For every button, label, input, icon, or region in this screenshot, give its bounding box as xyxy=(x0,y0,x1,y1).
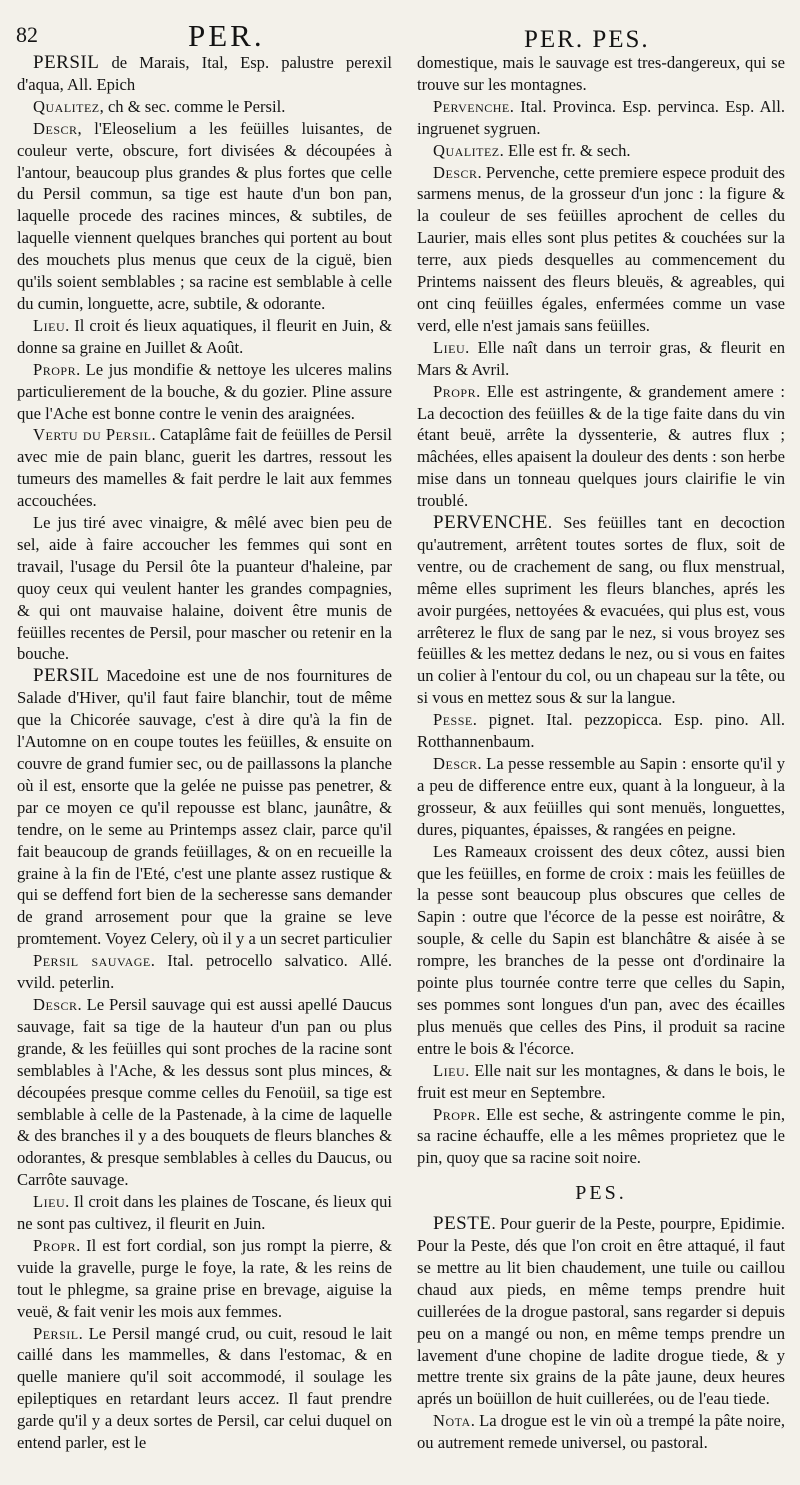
entry-text: . Le Persil sauvage qui est aussi apellé Daucus sauvage, fait sa tige de la hauteur d'un pan ou plus grande, & les feüilles qui sont proches de la racine sont semblables à l'Ache, & les dessus sont plus minces, & découpées presque comme celles du Fenoüil, sa tige est semblable à celle de la Pastenade, à la cime de laquelle & des branches il y a des bouquets de fleurs blanches & odorantes, & presque semblables à celles du Daucus, ou Carrôte sauvage. xyxy=(17,994,392,1190)
entry-label: PESTE xyxy=(433,1213,492,1235)
entry-text: . Elle est seche, & astringente comme le pin, sa racine échauffe, elle a les mêmes proprietez que le pin, quoy que sa racine soit noire. xyxy=(417,1104,785,1168)
entry-text: . Elle est astringente, & grandement amere : La decoction des feüilles & de la tige faite dans du vin étant beuë, arrête la dyssenterie, & autres flux ; mâchées, elles apaisent la douleur des dents : son herbe mise dans un tonneau quelques jours clairifie le vin troublé. xyxy=(417,381,785,511)
entry-text: . Le Persil mangé crud, ou cuit, resoud le lait caillé dans les mammelles, & dans l'estomac, & en quelle maniere qu'il soit accommodé, il soulage les epileptiques en retardant leurs accez. Il faut prendre garde qu'il y a deux sortes de Persil, car celui duquel on entend parler, est le xyxy=(17,1323,392,1453)
entry-label: Persil xyxy=(33,1323,79,1343)
paragraph xyxy=(417,1213,785,1410)
entry-label: Qualitez xyxy=(433,140,500,160)
entry-label: Propr xyxy=(33,1235,77,1255)
entry-text: Macedoine est une de nos fournitures de Salade d'Hiver, qu'il faut faire blanchir, tout de même que la Chicorée sauvage, c'est à dire qu'à la fin de l'Automne on en coupe toutes les feüilles, & ensuite on couvre de grand fumier sec, ou de paillassons la planche où il est, ensorte que la gelée ne puisse pas penetrer, & par ce moyen ce qu'il repousse est blanc, jaunâtre, & tendre, on le seme au Printemps assez clair, parce qu'il fait beaucoup de grands feüillages, & on en recueille la graine à la fin de l'Eté, c'est une plante assez rustique & qui se deffend fort bien de la secheresse sans demander de grand arrosement pour que la graine se leve promtement. Voyez Celery, où il y a un secret particulier xyxy=(17,666,392,949)
right-running-head: PER. PES. xyxy=(524,26,650,53)
paragraph xyxy=(417,512,785,709)
entry-label: PERVENCHE xyxy=(433,512,548,534)
entry-label: Lieu xyxy=(433,337,466,357)
entry-label: Propr xyxy=(33,359,77,379)
entry-label: Propr xyxy=(433,1104,477,1124)
paragraph xyxy=(17,96,392,118)
paragraph xyxy=(417,381,785,512)
paragraph xyxy=(417,753,785,841)
entry-text: . Il croit és lieux aquatiques, il fleurit en Juin, & donne sa graine en Juillet & Août. xyxy=(17,315,392,357)
entry-label: Propr xyxy=(433,381,477,401)
entry-label: Descr xyxy=(433,162,478,182)
page-number: 82 xyxy=(16,22,38,47)
entry-label: Pesse xyxy=(433,710,473,730)
paragraph xyxy=(17,950,392,994)
paragraph xyxy=(17,315,392,359)
paragraph xyxy=(17,1191,392,1235)
entry-label: PERSIL xyxy=(33,52,100,73)
entry-label: Nota xyxy=(433,1411,471,1431)
paragraph xyxy=(17,512,392,665)
entry-text: . pignet. Ital. pezzopicca. Esp. pino. All. Rotthannenbaum. xyxy=(417,710,785,752)
entry-text: . Elle est fr. & sech. xyxy=(499,140,631,160)
paragraph xyxy=(417,96,785,140)
paragraph xyxy=(17,424,392,512)
entry-label: Descr xyxy=(433,754,478,773)
paragraph xyxy=(417,1060,785,1104)
paragraph xyxy=(417,1104,785,1170)
paragraph xyxy=(417,1410,785,1454)
entry-label: Lieu xyxy=(33,315,66,335)
entry-text: . Ital. petrocello salvatico. Allé. vvild. peterlin. xyxy=(17,951,392,993)
left-column xyxy=(17,52,392,1477)
right-column xyxy=(417,52,785,1477)
left-running-head: PER. xyxy=(188,18,265,53)
entry-text: Les Rameaux croissent des deux côtez, aussi bien que les feüilles, en forme de croix : mais les feüilles de la pesse sont beaucoup plus obscures que celles de Sapin : outre que l'écorce de la pesse est noirâtre, & souple, & celle du Sapin est blanchâtre & aisée à se rompre, les branches de la pesse ont d'ordinaire la pointe plus tournée contre terre que celles du Sapin, ses pommes sont longues d'un pan, avec des écailles plus menuës que celles des Pins, il produit sa racine entre le bois & l'écorce. xyxy=(417,841,785,1058)
entry-text: . La drogue est le vin où a trempé la pâte noire, ou autrement remede universel, ou pastoral. xyxy=(417,1411,785,1453)
entry-text: de Marais, Ital, Esp. palustre perexil d'aqua, All. Epich xyxy=(17,53,392,94)
section-heading: PES. xyxy=(575,1182,627,1205)
entry-text: . Il est fort cordial, son jus rompt la pierre, & vuide la gravelle, purge le foye, la rate, & les reins de tout le phlegme, sa graine prise en brevage, aiguise la veuë, & fait venir les mois aux femmes. xyxy=(17,1235,392,1321)
paragraph xyxy=(17,1323,392,1454)
entry-text: Le jus tiré avec vinaigre, & mêlé avec bien peu de sel, aide à faire accoucher les femmes qui sont en travail, l'usage du Persil ôte la puanteur d'haleine, par quoy ceux qui veulent hanter les grandes compagnies, & qui ont mauvaise halaine, doivent être munis de feüilles recentes de Persil, pour mascher ou retenir en la bouche. xyxy=(17,513,392,664)
entry-text: . La pesse ressemble au Sapin : ensorte qu'il y a peu de difference entre eux, quant à la longueur, à la grosseur, & aux feüilles qui sont menuës, longuettes, dures, piquantes, épaisses, & rangées en peigne. xyxy=(417,754,785,839)
paragraph xyxy=(417,709,785,753)
paragraph xyxy=(417,337,785,381)
entry-text: , ch & sec. comme le Persil. xyxy=(99,96,286,116)
paragraph xyxy=(17,52,392,96)
paragraph xyxy=(17,665,392,950)
entry-text: . Cataplâme fait de feüilles de Persil avec mie de pain blanc, guerit les dartres, ressout les tumeurs des mamelles & fait perdre le lait aux femmes accouchées. xyxy=(17,425,392,511)
entry-label: Qualitez xyxy=(33,96,100,116)
entry-label: Lieu xyxy=(433,1060,466,1080)
paragraph xyxy=(17,1235,392,1323)
entry-label: Descr xyxy=(33,994,78,1014)
entry-label: Pervenche xyxy=(433,96,510,116)
entry-text: , l'Eleoselium a les feüilles luisantes, de couleur verte, obscure, fort divisées & découpées à l'antour, beaucoup plus grandes & plus fortes que celle du Persil commun, sa tige est haute d'un bon pan, laquelle procede des racines minces, & subtiles, de laquelle viennent quelques branches qui portent au bout des mouchets plus menus que ceux de la ciguë, bien qu'ils soient semblables ; sa racine est semblable à celle du cumin, longuette, acre, subtile, & odorante. xyxy=(17,118,392,313)
entry-label: Descr xyxy=(33,118,78,138)
paragraph xyxy=(17,994,392,1191)
paragraph xyxy=(417,52,785,96)
paragraph xyxy=(417,841,785,1060)
entry-text: . Elle nait sur les montagnes, & dans le bois, le fruit est meur en Septembre. xyxy=(417,1060,785,1102)
entry-text: . Le jus mondifie & nettoye les ulceres malins particulierement de la bouche, & du gozier. Pline assure que l'Ache est bonne contre le venin des araignées. xyxy=(17,359,392,423)
entry-label: Lieu xyxy=(33,1192,66,1212)
paragraph xyxy=(417,140,785,162)
entry-label: Vertu du Persil xyxy=(33,425,152,445)
entry-label: Persil sauvage xyxy=(33,951,151,971)
entry-text: domestique, mais le sauvage est tres-dangereux, qui se trouve sur les montagnes. xyxy=(417,53,785,94)
entry-text: . Ital. Provinca. Esp. pervinca. Esp. All. ingruenet sygruen. xyxy=(417,96,785,138)
paragraph xyxy=(417,162,785,337)
entry-text: . Pervenche, cette premiere espece produit des sarmens menus, de la grosseur d'un jonc : la figure & la couleur de ses feüilles aprochent de celles du Laurier, mais elles sont plus petites & couchées sur la terre, aux pieds desquelles au commencement du Printems naissent des fleurs bleuës, & agreables, qui ont cinq feüilles égales, enfermées comme un vase verd, elle n'est jamais sans feüilles. xyxy=(417,162,785,335)
paragraph xyxy=(17,359,392,425)
entry-text: . Elle naît dans un terroir gras, & fleurit en Mars & Avril. xyxy=(417,337,785,379)
paragraph xyxy=(17,118,392,315)
entry-text: . Pour guerir de la Peste, pourpre, Epidimie. Pour la Peste, dés que l'on croit en être attaqué, il faut se mettre au lit bien chaudement, une tuile ou caillou chaud aux pieds, en même temps prendre huit cuillerées de la drogue pastoral, sans regarder si depuis peu on a mangé ou non, en même temps prendre un lavement d'une chopine de ladite drogue tiede, & y mettre trente six grains de la pâte jaune, deux heures aprés un boüillon de huit cuillerées, ou de l'eau tiede. xyxy=(417,1214,785,1409)
entry-text: . Ses feüilles tant en decoction qu'autrement, arrêtent toutes sortes de flux, soit de ventre, ou de crachement de sang, ou flux menstrual, même elles supriment les fleurs blanches, aprés les avoir purgées, nettoyées & evacuées, qui plus est, vous arrêterez le flux de sang par le nez, si vous broyez ses feüilles & les mettez dedans le nez, ou si vous en faites un colier à l'entour du col, ou un chapeau sur la tête, ou si vous en mettez sous & sur la langue. xyxy=(417,513,785,708)
entry-text: . Il croit dans les plaines de Toscane, és lieux qui ne sont pas cultivez, il fleurit en Juin. xyxy=(17,1192,392,1234)
entry-label: PERSIL xyxy=(33,665,100,687)
